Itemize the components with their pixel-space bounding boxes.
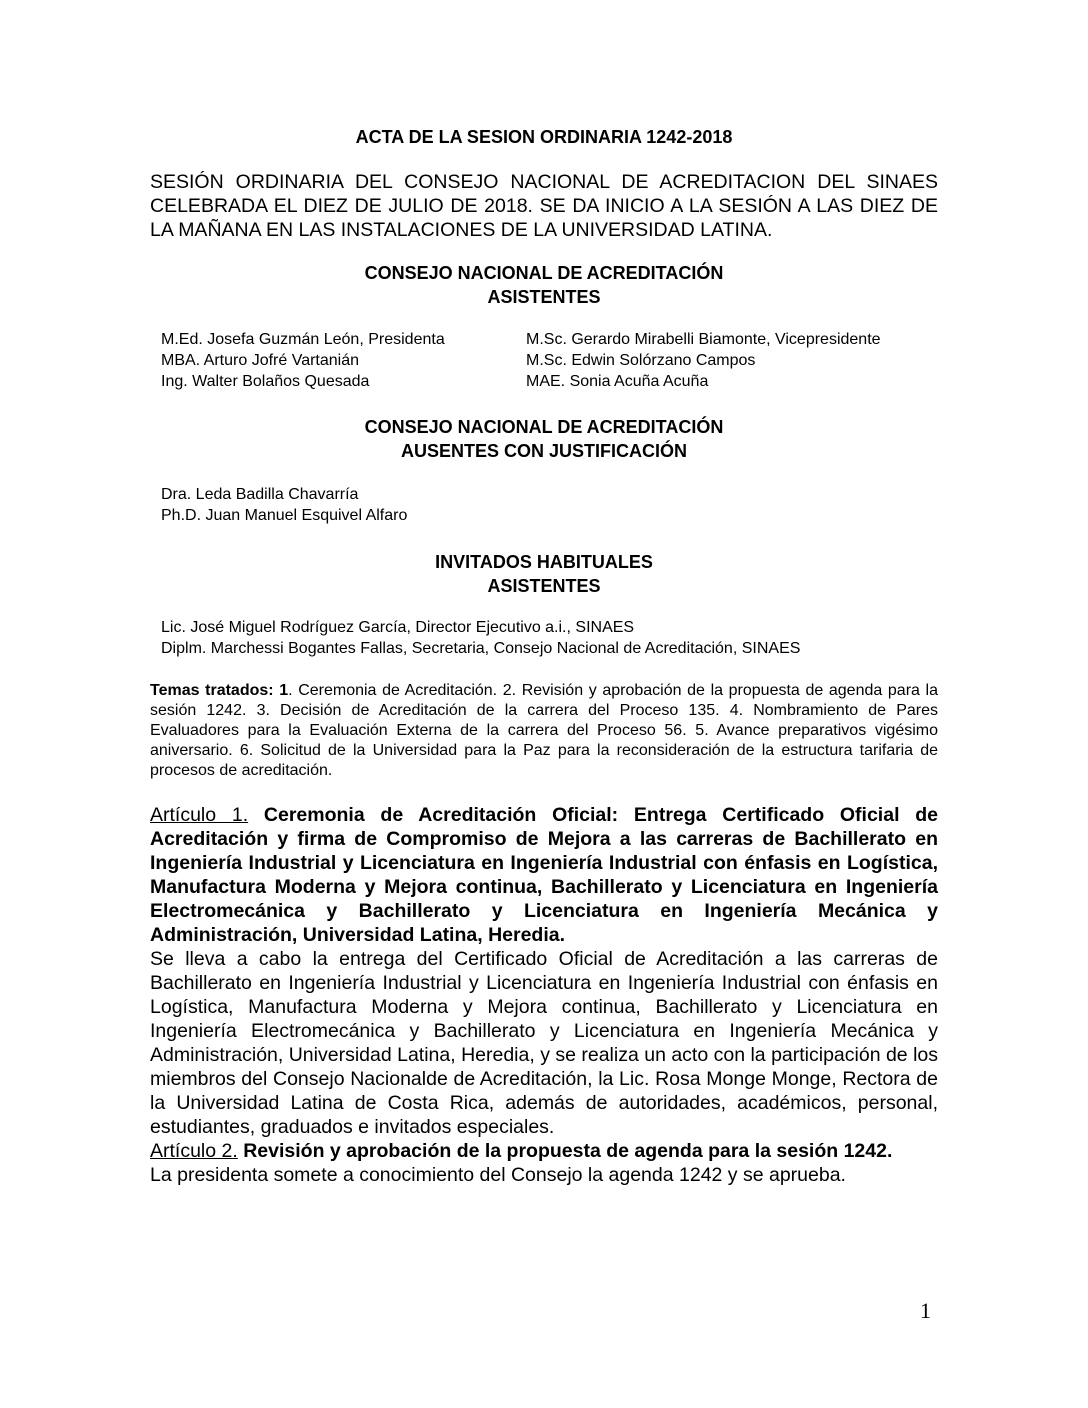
- article-number: Artículo 2.: [150, 1140, 238, 1162]
- topics-text: . Ceremonia de Acreditación. 2. Revisión y aprobación de la propuesta de agenda para la sesión 1242. 3. Decisión de Acreditación de la carrera del Proceso 135. 4. Nombramiento de Pares Evaluadores para la Evaluación Externa de la carrera del Proceso 56. 5. Avance preparativos vigésimo aniversario. 6. Solicitud de la Universidad para la Paz para la reconsideración de la estructura tarifaria de procesos de acreditación.: [150, 682, 939, 779]
- article-number: Artículo 1.: [150, 804, 249, 826]
- article-body: Se lleva a cabo la entrega del Certificado Oficial de Acreditación a las carreras de Bachillerato en Ingeniería Industrial y Licenciatura en Ingeniería Industrial con énfasis en Logística, Manufactura Moderna y Mejora continua, Bachillerato y Licenciatura en Ingeniería Electromecánica y Bachillerato y Licenciatura en Ingeniería Mecánica y Administración, Universidad Latina, Heredia, y se realiza un acto con la participación de los miembros del Consejo Nacionalde de Acreditación, la Lic. Rosa Monge Monge, Rectora de la Universidad Latina de Costa Rica, además de autoridades, académicos, personal, estudiantes, graduados e invitados especiales.: [150, 948, 938, 1138]
- attendee-name: MBA. Arturo Jofré Vartanián: [161, 352, 360, 369]
- absentees-list: [161, 484, 407, 526]
- attendee-name: MAE. Sonia Acuña Acuña: [526, 373, 709, 390]
- section-heading-invitados: [150, 550, 938, 598]
- topics-label: Temas tratados: 1: [150, 682, 289, 699]
- section-heading-line: ASISTENTES: [487, 576, 601, 596]
- guests-list: [161, 617, 921, 659]
- attendees-left-column: [161, 329, 445, 392]
- article-1-heading: [150, 803, 938, 947]
- guest-name: Lic. José Miguel Rodríguez García, Director Ejecutivo a.i., SINAES: [161, 619, 635, 636]
- article-2: [150, 1139, 938, 1187]
- attendee-name: Ing. Walter Bolaños Quesada: [161, 373, 370, 390]
- section-heading-ausentes: [150, 415, 938, 463]
- section-heading-consejo: [150, 261, 938, 309]
- session-intro: SESIÓN ORDINARIA DEL CONSEJO NACIONAL DE ACREDITACION DEL SINAES CELEBRADA EL DIEZ DE JULIO DE 2018. SE DA INICIO A LA SESIÓN A LAS DIEZ DE LA MAÑANA EN LAS INSTALACIONES DE LA UNIVERSIDAD LATINA.: [150, 171, 938, 241]
- section-heading-line: ASISTENTES: [487, 287, 601, 307]
- article-title: Revisión y aprobación de la propuesta de agenda para la sesión 1242.: [243, 1140, 893, 1162]
- article-1: [150, 803, 938, 1139]
- article-body: La presidenta somete a conocimiento del Consejo la agenda 1242 y se aprueba.: [150, 1164, 846, 1186]
- guest-name: Diplm. Marchessi Bogantes Fallas, Secretaria, Consejo Nacional de Acreditación, SINAES: [161, 640, 801, 657]
- section-heading-line: CONSEJO NACIONAL DE ACREDITACIÓN: [364, 417, 724, 437]
- topics-paragraph: [150, 681, 938, 781]
- attendee-name: M.Ed. Josefa Guzmán León, Presidenta: [161, 331, 445, 348]
- attendee-name: M.Sc. Gerardo Mirabelli Biamonte, Vicepresidente: [526, 331, 881, 348]
- absentee-name: Dra. Leda Badilla Chavarría: [161, 486, 359, 503]
- section-heading-line: INVITADOS HABITUALES: [435, 552, 653, 572]
- page-number: 1: [920, 1298, 931, 1323]
- section-heading-line: AUSENTES CON JUSTIFICACIÓN: [400, 441, 688, 461]
- section-heading-line: CONSEJO NACIONAL DE ACREDITACIÓN: [364, 263, 724, 283]
- document-title: ACTA DE LA SESION ORDINARIA 1242-2018: [355, 127, 733, 147]
- attendee-name: M.Sc. Edwin Solórzano Campos: [526, 352, 756, 369]
- attendees-right-column: [526, 329, 881, 392]
- article-2-heading: [150, 1139, 938, 1163]
- absentee-name: Ph.D. Juan Manuel Esquivel Alfaro: [161, 507, 408, 524]
- article-title: Ceremonia de Acreditación Oficial: Entrega Certificado Oficial de Acreditación y firma de Compromiso de Mejora a las carreras de Bachillerato en Ingeniería Industrial y Licenciatura en Ingeniería Industrial con énfasis en Logística, Manufactura Moderna y Mejora continua, Bachillerato y Licenciatura en Ingeniería Electromecánica y Bachillerato y Licenciatura en Ingeniería Mecánica y Administración, Universidad Latina, Heredia.: [150, 804, 938, 946]
